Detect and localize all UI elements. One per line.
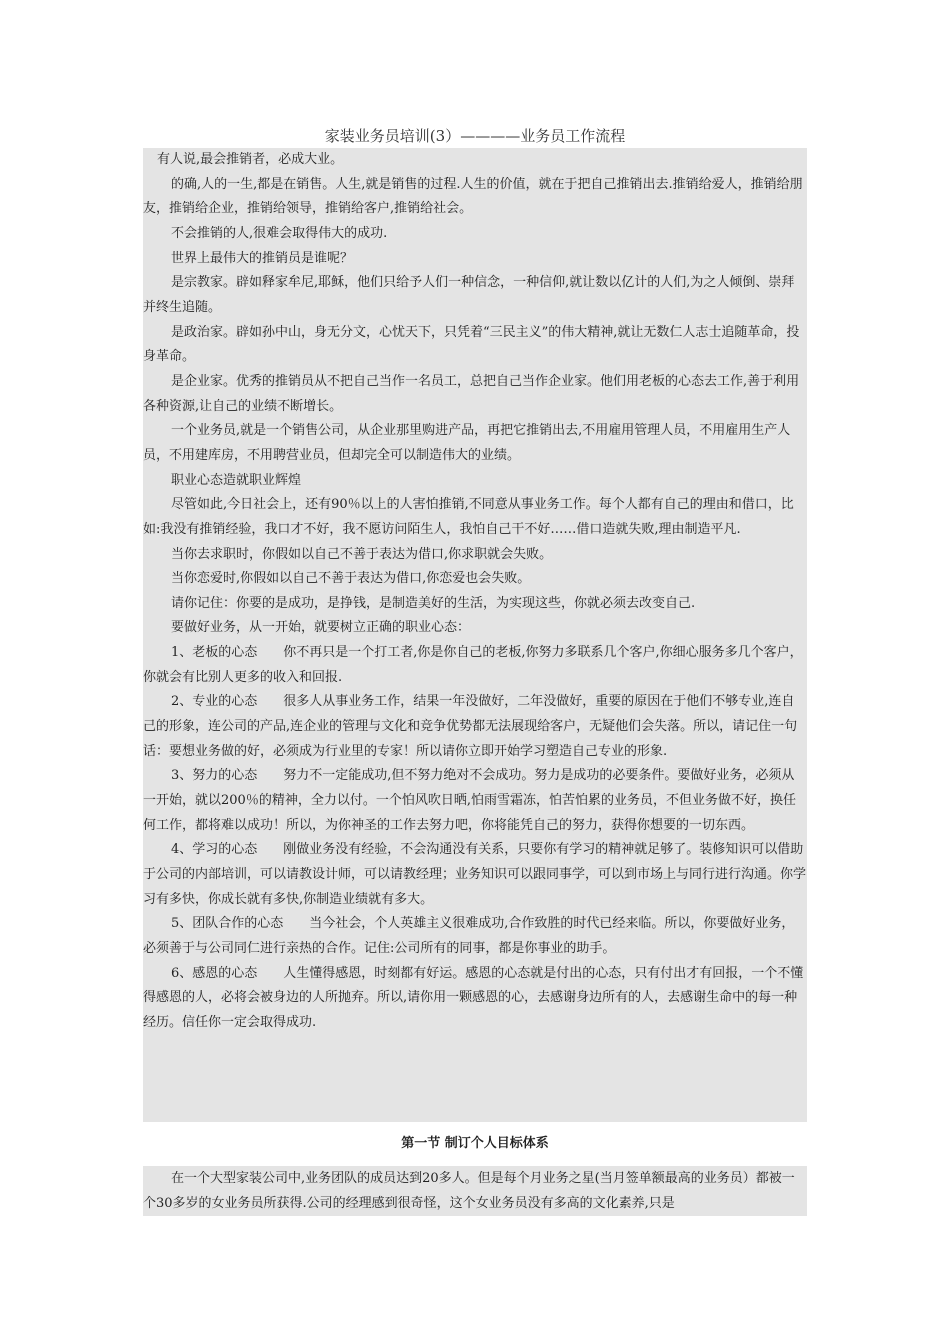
paragraph: 不会推销的人,很难会取得伟大的成功.	[171, 225, 388, 241]
paragraph-gratitude-mindset: 6、感恩的心态 人生懂得感恩，时刻都有好运。感恩的心态就是付出的心态，只有付出才有回报，一个不懂得感恩的人，必将会被身边的人所抛弃。所以,请你用一颗感恩的心，去感谢身边所有的人，去感谢生命中的每一种经历。信任你一定会取得成功.	[143, 965, 804, 1030]
paragraph-effort-mindset: 3、努力的心态 努力不一定能成功,但不努力绝对不会成功。努力是成功的必要条件。要做好业务，必须从一开始，就以200％的精神，全力以付。一个怕风吹日晒,怕雨雪霜冻，怕苦怕累的业务员，不但业务做不好，换任何工作，都将难以成功！所以，为你神圣的工作去努力吧，你将能凭自己的努力，获得你想要的一切东西。	[143, 768, 796, 833]
body-text-block	[143, 148, 807, 1122]
paragraph: 在一个大型家装公司中,业务团队的成员达到20多人。但是每个月业务之星(当月签单额最高的业务员）都被一个30多岁的女业务员所获得.公司的经理感到很奇怪，这个女业务员没有多高的文化素养,只是	[143, 1171, 795, 1211]
paragraph: 是企业家。优秀的推销员从不把自己当作一名员工，总把自己当作企业家。他们用老板的心态去工作,善于利用各种资源,让自己的业绩不断增长。	[143, 373, 800, 414]
paragraph-teamwork-mindset: 5、团队合作的心态 当今社会，个人英雄主义很难成功,合作致胜的时代已经来临。所以，你要做好业务，必须善于与公司同仁进行亲热的合作。记住:公司所有的同事，都是你事业的助手。	[143, 916, 795, 956]
paragraph: 一个业务员,就是一个销售公司，从企业那里购进产品，再把它推销出去,不用雇用管理人员，不用雇用生产人员，不用建库房，不用聘营业员，但却完全可以制造伟大的业绩。	[143, 423, 791, 463]
paragraph: 有人说,最会推销者，必成大业。	[157, 152, 344, 167]
paragraph: 当你去求职时，你假如以自己不善于表达为借口,你求职就会失败。	[171, 546, 553, 562]
paragraph: 的确,人的一生,都是在销售。人生,就是销售的过程.人生的价值，就在于把自己推销出去.推销给爱人，推销给朋友，推销给企业，推销给领导，推销给客户,推销给社会。	[143, 176, 803, 217]
paragraph: 尽管如此,今日社会上，还有90％以上的人害怕推销,不同意从事业务工作。每个人都有自己的理由和借口，比如:我没有推销经验，我口才不好，我不愿访问陌生人，我怕自己干不好……借口造就失败,理由制造平凡.	[143, 497, 794, 537]
paragraph-professional-mindset: 2、专业的心态 很多人从事业务工作，结果一年没做好，二年没做好，重要的原因在于他们不够专业,连自己的形象，连公司的产品,连企业的管理与文化和竞争优势都无法展现给客户，无疑他们会失落。所以，请记住一句话：要想业务做的好，必须成为行业里的专家！所以请你立即开始学习塑造自己专业的形象.	[143, 694, 798, 759]
paragraph-learning-mindset: 4、学习的心态 刚做业务没有经验，不会沟通没有关系，只要你有学习的精神就足够了。装修知识可以借助于公司的内部培训，可以请教设计师，可以请教经理；业务知识可以跟同事学，可以到市场上与同行进行沟通。你学习有多快，你成长就有多快,你制造业绩就有多大。	[143, 842, 807, 907]
paragraph: 要做好业务，从一开始，就要树立正确的职业心态：	[171, 620, 471, 636]
paragraph: 是政治家。辟如孙中山，身无分文，心忧天下，只凭着“三民主义”的伟大精神,就让无数仁人志士追随革命，投身革命。	[143, 324, 800, 365]
document-title: 家装业务员培训(3）————业务员工作流程	[324, 127, 626, 145]
paragraph: 当你恋爱时,你假如以自己不善于表达为借口,你恋爱也会失败。	[171, 571, 531, 587]
section-title: 第一节 制订个人目标体系	[401, 1136, 549, 1151]
paragraph: 世界上最伟大的推销员是谁呢？	[171, 250, 354, 266]
subheading-paragraph: 职业心态造就职业辉煌	[171, 472, 302, 488]
paragraph-boss-mindset: 1、老板的心态 你不再只是一个打工者,你是你自己的老板,你努力多联系几个客户,你细心服务多几个客户，你就会有比别人更多的收入和回报.	[143, 645, 803, 685]
section-text-block	[143, 1166, 807, 1216]
paragraph: 是宗教家。辟如释家牟尼,耶稣，他们只给予人们一种信念，一种信仰,就让数以亿计的人们,为之人倾倒、崇拜并终生追随。	[143, 275, 795, 315]
paragraph: 请你记住：你要的是成功，是挣钱，是制造美好的生活，为实现这些，你就必须去改变自己.	[171, 595, 696, 611]
